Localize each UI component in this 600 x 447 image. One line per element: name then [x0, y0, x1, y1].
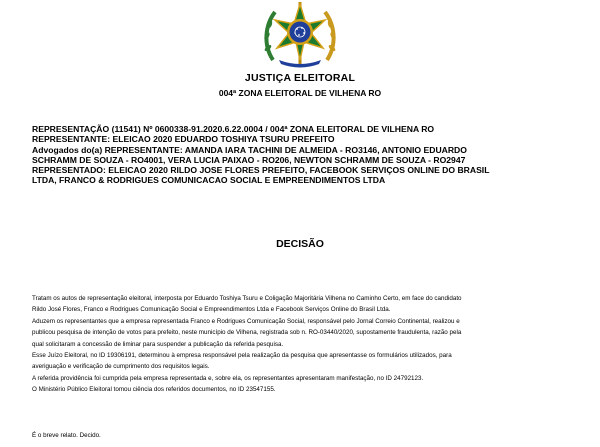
body-line: qual solicitaram a concessão de liminar para suspender a publicação da referida pesquisa.: [32, 340, 284, 348]
body-line: A referida providência foi cumprida pela empresa representada e, sobre ela, os representantes apresentaram manifestação, no ID 24792123.: [32, 374, 424, 382]
case-line-represented: REPRESENTADO: ELEICAO 2020 RILDO JOSE FLORES PREFEITO, FACEBOOK SERVIÇOS ONLINE DO BRASIL: [32, 165, 490, 176]
case-line-lawyers: Advogados do(a) REPRESENTANTE: AMANDA IARA TACHINI DE ALMEIDA - RO3146, ANTONIO EDUARDO: [32, 144, 467, 155]
court-name: JUSTIÇA ELEITORAL: [244, 72, 356, 84]
case-line-representation: REPRESENTAÇÃO (11541) Nº 0600338-91.2020.6.22.0004 / 004ª ZONA ELEITORAL DE VILHENA RO: [32, 124, 435, 134]
body-line: Esse Juízo Eleitoral, no ID 19306191, determinou à empresa responsável pela realização da pesquisa que apresentasse os formulários utilizados, para: [32, 352, 452, 360]
case-line-lawyers-cont: SCHRAMM DE SOUZA - RO4001, VERA LUCIA PAIXAO - RO206, NEWTON SCHRAMM DE SOUZA - RO2947: [32, 154, 466, 165]
decision-body: [32, 293, 577, 396]
case-line-representative: REPRESENTANTE: ELEICAO 2020 EDUARDO TOSHIYA TSURU PREFEITO: [32, 134, 335, 145]
decision-title: DECISÃO: [276, 238, 324, 250]
case-header: [32, 124, 577, 186]
body-line: Aduzem os representantes que a empresa representada Franco e Rodrigues Comunicação Social, responsável pelo Jornal Correio Continental, realizou e: [32, 317, 460, 325]
body-line: Tratam os autos de representação eleitoral, interposta por Eduardo Toshiya Tsuru e Coligação Majoritária Vilhena no Caminho Certo, em face do candidato: [32, 295, 462, 302]
body-line: Rildo José Flores, Franco e Rodrigues Comunicação Social e Empreendimentos Ltda e Facebook Serviços Online do Brasil Ltda.: [32, 306, 391, 314]
body-line: publicou pesquisa de intenção de votos para prefeito, neste município de Vilhena, registrada sob n. RO-03440/2020, supostamente fraudulenta, razão pela: [32, 329, 462, 337]
body-line: O Ministério Público Eleitoral tomou ciência dos referidos documentos, no ID 23547155.: [32, 386, 276, 394]
electoral-zone: 004ª ZONA ELEITORAL DE VILHENA RO: [218, 88, 382, 98]
brazil-coat-of-arms-icon: [253, 0, 347, 68]
decision-closing: É o breve relato. Decido.: [32, 432, 101, 439]
case-line-represented-cont: LTDA, FRANCO & RODRIGUES COMUNICACAO SOCIAL E EMPREENDIMENTOS LTDA: [32, 175, 386, 186]
body-line: averiguação e verificação de cumprimento dos requisitos legais.: [32, 363, 210, 371]
